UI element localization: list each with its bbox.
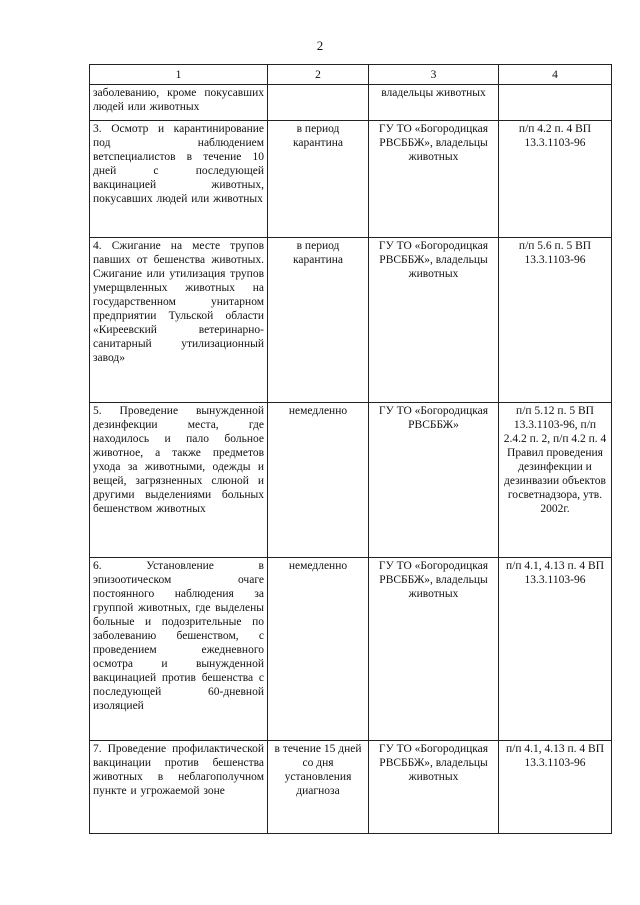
executor-cell: ГУ ТО «Богородицкая РВСББЖ», владельцы животных — [369, 558, 499, 741]
measures-table — [89, 64, 612, 834]
term-cell: в течение 15 дней со дня установления диагноза — [268, 741, 369, 834]
term-cell: в период карантина — [268, 238, 369, 403]
executor-cell: ГУ ТО «Богородицкая РВСББЖ», владельцы животных — [369, 741, 499, 834]
term-cell: немедленно — [268, 403, 369, 558]
measure-cell: 3. Осмотр и карантинирование под наблюдением ветспециалистов в течение 10 дней с последующей вакцинацией животных, покусавших людей или животных — [90, 121, 268, 238]
table-row — [90, 238, 612, 403]
table-header-row — [90, 65, 612, 85]
column-header: 3 — [369, 65, 499, 85]
executor-cell: ГУ ТО «Богородицкая РВСББЖ», владельцы животных — [369, 238, 499, 403]
term-cell — [268, 85, 369, 121]
basis-cell: п/п 4.1, 4.13 п. 4 ВП 13.3.1103-96 — [499, 741, 612, 834]
column-header: 2 — [268, 65, 369, 85]
basis-cell: п/п 4.1, 4.13 п. 4 ВП 13.3.1103-96 — [499, 558, 612, 741]
table-row — [90, 403, 612, 558]
executor-cell: ГУ ТО «Богородицкая РВСББЖ» — [369, 403, 499, 558]
table-row — [90, 741, 612, 834]
table-row — [90, 85, 612, 121]
table-row — [90, 558, 612, 741]
measure-cell: 5. Проведение вынужденной дезинфекции места, где находилось и пало больное животное, а также предметов ухода за животными, одежды и вещей, загрязненных слюной и другими выделениями больных бешенством животных — [90, 403, 268, 558]
page-number: 2 — [316, 38, 324, 53]
measure-cell: 6. Установление в эпизоотическом очаге постоянного наблюдения за группой животных, где выделены больные и подозрительные по заболеванию бешенством, с проведением ежедневного осмотра и вынужденной вакцинацией против бешенства с последующей 60-дневной изоляцией — [90, 558, 268, 741]
basis-cell — [499, 85, 612, 121]
measure-cell: 4. Сжигание на месте трупов павших от бешенства животных. Сжигание или утилизация трупов умерщвленных животных на государственном унитарном предприятии Тульской области «Киреевский ветеринарно-санитарный утилизационный завод» — [90, 238, 268, 403]
measure-cell: 7. Проведение профилактической вакцинации против бешенства животных в неблагополучном пункте и угрожаемой зоне — [90, 741, 268, 834]
column-header: 4 — [499, 65, 612, 85]
basis-cell: п/п 5.6 п. 5 ВП 13.3.1103-96 — [499, 238, 612, 403]
basis-cell: п/п 5.12 п. 5 ВП 13.3.1103-96, п/п 2.4.2 п. 2, п/п 4.2 п. 4 Правил проведения дезинфекции и дезинвазии объектов госветнадзора, утв. 2002г. — [499, 403, 612, 558]
measure-cell: заболеванию, кроме покусавших людей или животных — [90, 85, 268, 121]
executor-cell: ГУ ТО «Богородицкая РВСББЖ», владельцы животных — [369, 121, 499, 238]
basis-cell: п/п 4.2 п. 4 ВП 13.3.1103-96 — [499, 121, 612, 238]
term-cell: в период карантина — [268, 121, 369, 238]
table-row — [90, 121, 612, 238]
executor-cell: владельцы животных — [369, 85, 499, 121]
term-cell: немедленно — [268, 558, 369, 741]
column-header: 1 — [90, 65, 268, 85]
